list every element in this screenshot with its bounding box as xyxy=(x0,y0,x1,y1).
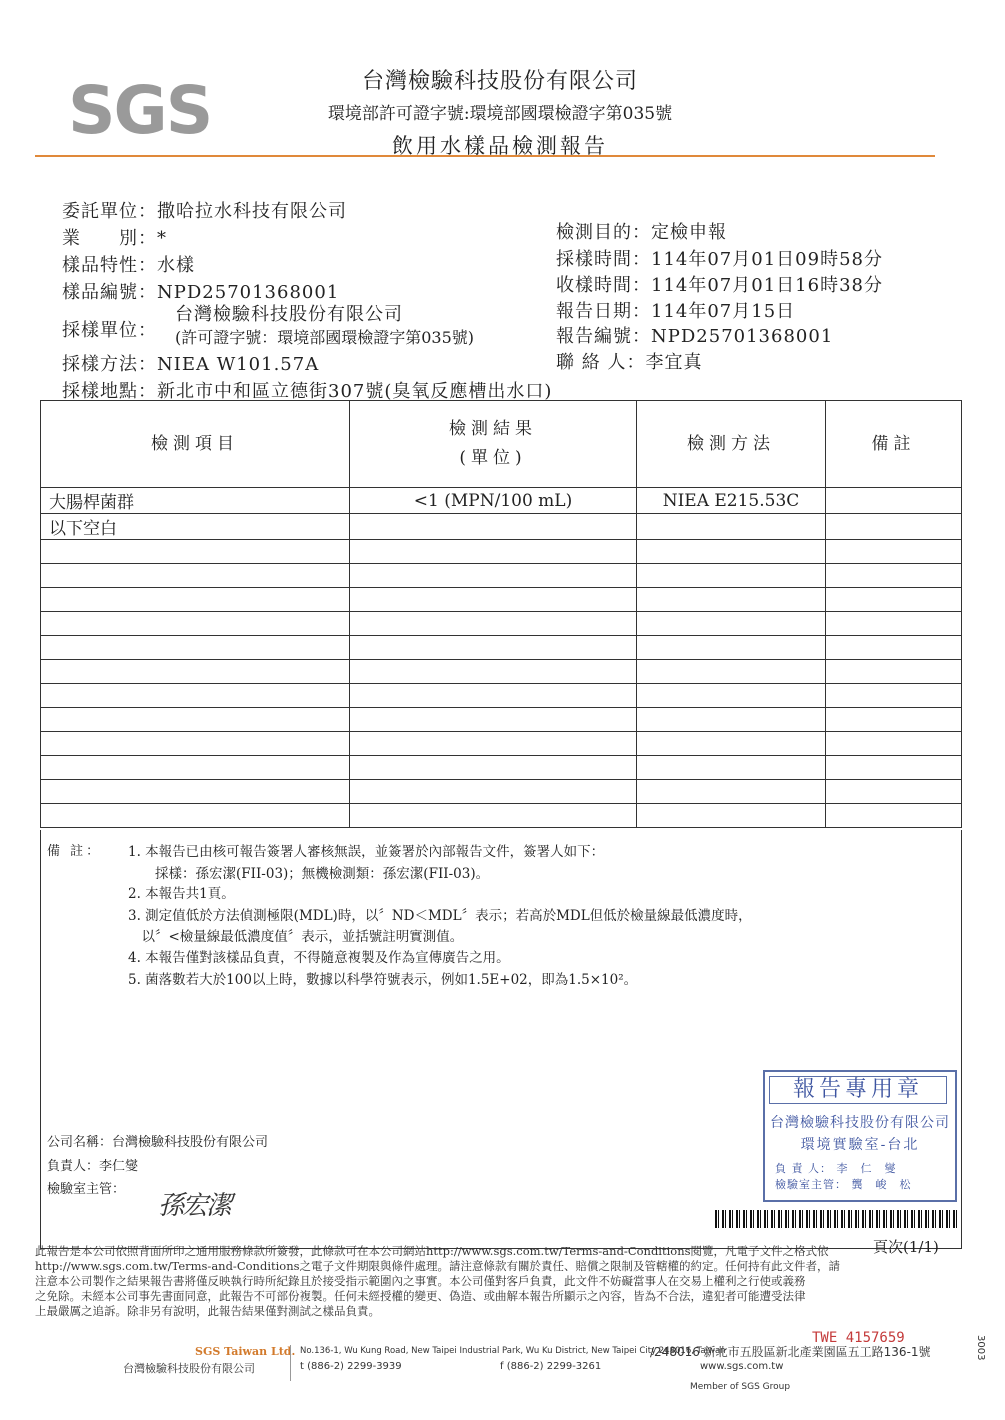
report-title: 飲用水樣品檢測報告 xyxy=(392,134,608,158)
cell-empty xyxy=(350,636,637,660)
cell-empty xyxy=(826,588,962,612)
cell-empty xyxy=(41,732,350,756)
cell-empty xyxy=(41,804,350,828)
info-report-number: 報告編號：NPD25701368001 xyxy=(556,326,834,347)
cell-empty xyxy=(350,780,637,804)
stamp-person2: 檢驗室主管： 龔 峻 松 xyxy=(775,1178,912,1191)
table-row-empty xyxy=(41,540,962,564)
info-receive-time: 收樣時間：114年07月01日16時38分 xyxy=(556,275,883,296)
table-row xyxy=(41,488,962,514)
license-number: 環境部許可證字號:環境部國環檢證字第035號 xyxy=(327,104,673,124)
sgs-logo: SGS xyxy=(68,72,212,149)
page-number: 頁次(1/1) xyxy=(873,1238,939,1256)
cell-empty xyxy=(41,636,350,660)
cell-empty xyxy=(350,540,637,564)
cell-empty xyxy=(637,636,826,660)
cell-empty xyxy=(350,660,637,684)
cell-empty xyxy=(826,780,962,804)
fine-print: 此報告是本公司依照背面所印之通用服務條款所簽發，此條款可在本公司網站http://www.sgs.com.tw/Terms-and-Conditions閱覽，凡電子文件之格式依 http://www.sgs.com.tw/Terms-and-Conditions之電子文件期限與條件處理。請注意條款有關於責任、賠償之限制及管轄權的約定。任何持有此文件者，請 注意本公司製作之結果報告書將僅反映執行時所紀錄且於接受指示範圍內之事實。本公司僅對客戶負責，此文件不妨礙當事人在交易上權利之行使或義務 之免除。未經本公司事先書面同意，此報告不可部份複製。任何未經授權的變更、偽造、或曲解本報告所顯示之內容，皆為不合法，違犯者可能遭受法律 上最嚴厲之追訴。除非另有說明，此報告結果僅對測試之樣品負責。 xyxy=(35,1244,841,1318)
table-row-empty xyxy=(41,660,962,684)
barcode xyxy=(715,1210,960,1228)
info-sampling-unit: 台灣檢驗科技股份有限公司 xyxy=(175,304,403,325)
cell-result: <1 (MPN/100 mL) xyxy=(350,488,637,514)
cell-result xyxy=(350,514,637,540)
cell-method xyxy=(637,514,826,540)
cell-empty xyxy=(350,564,637,588)
info-sampling-unit-label: 採樣單位： xyxy=(62,320,157,341)
cell-empty xyxy=(826,708,962,732)
cell-empty xyxy=(637,804,826,828)
table-row-empty xyxy=(41,564,962,588)
cell-empty xyxy=(350,756,637,780)
cell-empty xyxy=(41,660,350,684)
company-name-line: 公司名稱：台灣檢驗科技股份有限公司 xyxy=(47,1135,269,1150)
note-item: 1. 本報告已由核可報告簽署人審核無誤，並簽署於內部報告文件，簽署人如下： xyxy=(128,844,605,860)
header-method: 檢測方法 xyxy=(637,401,826,488)
note-item: 以〞<檢量線最低濃度值〞表示，並括號註明實測值。 xyxy=(128,929,464,945)
cell-item: 大腸桿菌群 xyxy=(41,488,350,514)
stamp-person1: 負 責 人： 李 仁 燮 xyxy=(775,1162,897,1175)
info-sampling-method: 採樣方法：NIEA W101.57A xyxy=(62,354,320,375)
cell-empty xyxy=(637,756,826,780)
header-result: 檢測結果 (單位) xyxy=(350,401,637,488)
info-purpose: 檢測目的：定檢申報 xyxy=(556,222,727,243)
footer-address-cn: /248016 新北市五股區新北產業園區五工路136-1號 xyxy=(650,1345,931,1359)
cell-note xyxy=(826,514,962,540)
note-item: 採樣：孫宏潔(FII-03)；無機檢測類：孫宏潔(FII-03)。 xyxy=(128,866,490,882)
info-contact: 聯 絡 人：李宜真 xyxy=(556,352,703,373)
cell-empty xyxy=(826,564,962,588)
info-industry: 業 別：* xyxy=(62,228,167,249)
table-row-empty xyxy=(41,756,962,780)
info-report-date: 報告日期：114年07月15日 xyxy=(556,301,796,322)
footer-address-en: No.136-1, Wu Kung Road, New Taipei Industrial Park, Wu Ku District, New Taipei City 248016, Taiwan xyxy=(300,1346,726,1356)
responsible-line: 負責人：李仁燮 xyxy=(47,1159,139,1174)
note-item: 4. 本報告僅對該樣品負責，不得隨意複製及作為宣傳廣告之用。 xyxy=(128,950,510,966)
cell-item: 以下空白 xyxy=(41,514,350,540)
note-item: 3. 測定值低於方法偵測極限(MDL)時，以〞ND＜MDL〞表示；若高於MDL但低於檢量線最低濃度時， xyxy=(128,908,752,924)
table-row xyxy=(41,514,962,540)
cell-empty xyxy=(826,540,962,564)
company-name: 台灣檢驗科技股份有限公司 xyxy=(361,69,638,94)
info-sampling-location: 採樣地點：新北市中和區立德街307號(臭氧反應槽出水口) xyxy=(62,381,553,402)
cell-empty xyxy=(826,684,962,708)
cell-empty xyxy=(41,780,350,804)
info-sample-id: 樣品編號：NPD25701368001 xyxy=(62,282,340,303)
stamp-company: 台灣檢驗科技股份有限公司 xyxy=(770,1115,950,1131)
table-row-empty xyxy=(41,780,962,804)
cell-empty xyxy=(637,708,826,732)
cell-empty xyxy=(350,588,637,612)
cell-empty xyxy=(41,588,350,612)
cell-empty xyxy=(350,684,637,708)
cell-empty xyxy=(826,636,962,660)
cell-empty xyxy=(637,588,826,612)
footer-company-cn: 台灣檢驗科技股份有限公司 xyxy=(123,1362,255,1375)
cell-empty xyxy=(637,732,826,756)
table-row-empty xyxy=(41,588,962,612)
footer-web: www.sgs.com.tw xyxy=(700,1361,784,1372)
cell-empty xyxy=(826,612,962,636)
footer-member: Member of SGS Group xyxy=(690,1382,791,1392)
serial-number: TWE 4157659 xyxy=(812,1330,905,1346)
lab-head-line: 檢驗室主管： xyxy=(47,1182,126,1197)
cell-empty xyxy=(350,612,637,636)
footer-sgs-taiwan: SGS Taiwan Ltd. xyxy=(195,1345,296,1358)
cell-empty xyxy=(350,804,637,828)
footer-fax: f (886-2) 2299-3261 xyxy=(500,1361,602,1372)
cell-empty xyxy=(41,708,350,732)
info-sampling-license: (許可證字號：環境部國環檢證字第035號) xyxy=(175,328,475,347)
info-sampling-time: 採樣時間：114年07月01日09時58分 xyxy=(556,249,883,270)
stamp-title: 報告專用章 xyxy=(769,1076,947,1104)
cell-empty xyxy=(350,708,637,732)
info-client: 委託單位：撒哈拉水科技有限公司 xyxy=(62,201,347,222)
cell-empty xyxy=(41,564,350,588)
cell-note xyxy=(826,488,962,514)
report-stamp xyxy=(763,1070,957,1202)
table-row-empty xyxy=(41,636,962,660)
footer-tel: t (886-2) 2299-3939 xyxy=(300,1361,402,1372)
table-row-empty xyxy=(41,684,962,708)
cell-empty xyxy=(826,804,962,828)
note-item: 2. 本報告共1頁。 xyxy=(128,886,235,902)
cell-empty xyxy=(41,612,350,636)
side-number: 3003 xyxy=(975,1335,986,1361)
table-row-empty xyxy=(41,804,962,828)
header-test-item: 檢測項目 xyxy=(41,401,350,488)
note-item: 5. 菌落數若大於100以上時，數據以科學符號表示，例如1.5E+02，即為1.5×10²。 xyxy=(128,972,638,988)
table-row-empty xyxy=(41,732,962,756)
signature: 孫宏潔 xyxy=(158,1191,231,1221)
results-table xyxy=(40,400,962,828)
footer-divider xyxy=(290,1345,291,1381)
cell-empty xyxy=(826,732,962,756)
cell-empty xyxy=(41,540,350,564)
table-row-empty xyxy=(41,708,962,732)
cell-empty xyxy=(350,732,637,756)
cell-empty xyxy=(637,564,826,588)
cell-empty xyxy=(41,756,350,780)
cell-empty xyxy=(637,780,826,804)
info-sample-type: 樣品特性：水樣 xyxy=(62,255,195,276)
table-row-empty xyxy=(41,612,962,636)
cell-empty xyxy=(41,684,350,708)
cell-empty xyxy=(637,684,826,708)
header-note: 備註 xyxy=(826,401,962,488)
cell-empty xyxy=(637,540,826,564)
cell-empty xyxy=(826,756,962,780)
stamp-lab: 環境實驗室-台北 xyxy=(800,1137,920,1153)
cell-empty xyxy=(637,660,826,684)
cell-empty xyxy=(637,612,826,636)
notes-label: 備 註： xyxy=(47,844,103,859)
cell-method: NIEA E215.53C xyxy=(637,488,826,514)
cell-empty xyxy=(826,660,962,684)
